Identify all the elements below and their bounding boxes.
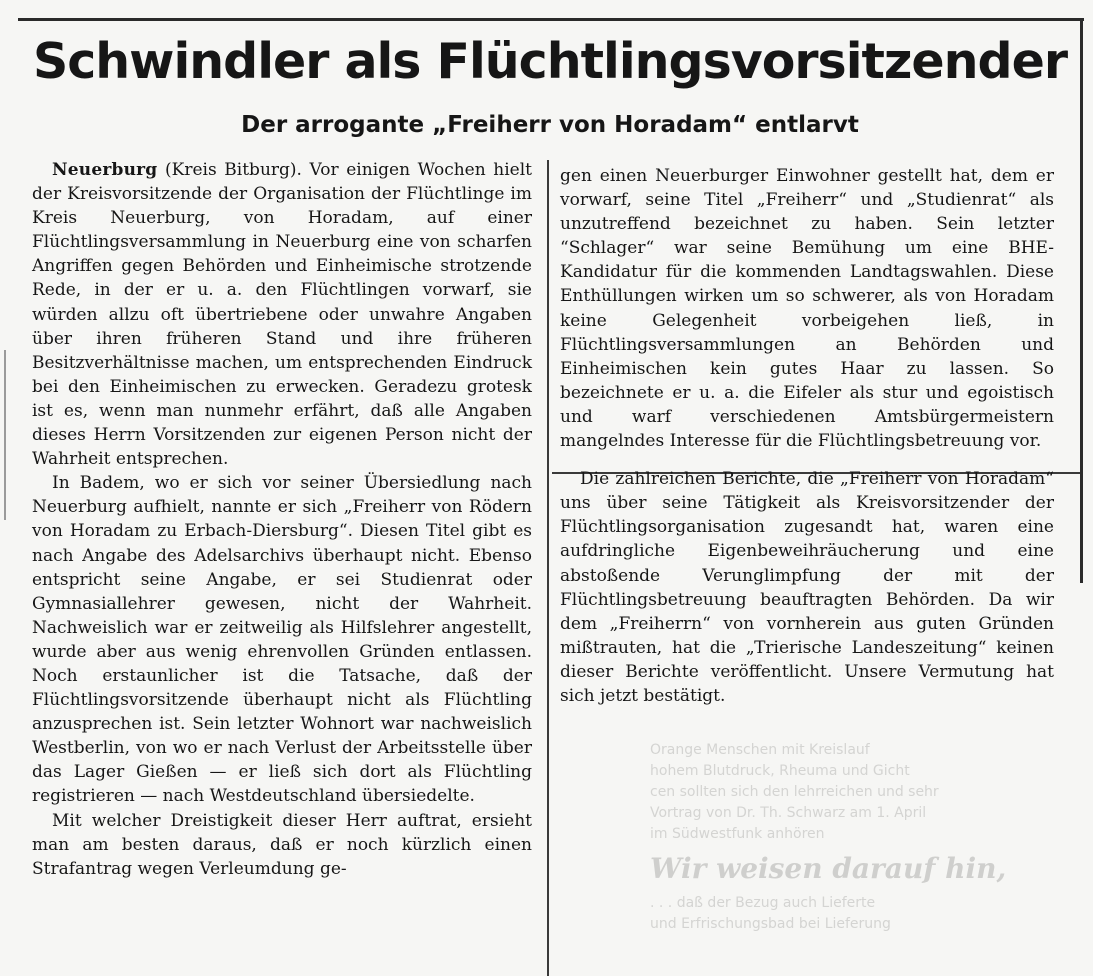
- paragraph-text: (Kreis Bitburg). Vor einigen Wochen hielt der Kreisvorsitzende der Organisation der Flüchtlinge im Kreis Neuerburg, von Horadam, auf einer Flüchtlingsversammlung in Neuerburg eine von scharfen Angriffen gegen Behörden und Einheimische strotzende Rede, in der er u. a. den Flüchtlingen vorwarf, sie würden allzu oft übertriebene oder unwahre Angaben über ihren früheren Stand und ihre früheren Besitzverhältnisse machen, um entsprechenden Eindruck bei den Einheimischen zu erwecken. Geradezu grotesk ist es, wenn man nunmehr erfährt, daß alle Angaben dieses Herrn Vorsitzenden zur eigenen Person nicht der Wahrheit entsprechen.: [32, 160, 532, 470]
- left-column: [32, 158, 532, 881]
- scan-edge-mark: [4, 350, 6, 520]
- bleed-line: im Südwestfunk anhören: [650, 826, 825, 842]
- right-column: [560, 164, 1054, 708]
- subheadline: Der arrogante „Freiherr von Horadam“ entlarvt: [241, 112, 859, 138]
- paragraph: In Badem, wo er sich vor seiner Übersiedlung nach Neuerburg aufhielt, nannte er sich „Freiherr von Rödern von Horadam zu Erbach-Diersburg“. Diesen Titel gibt es nach Angabe des Adelsarchivs überhaupt nicht. Ebenso entspricht seine Angabe, er sei Studienrat oder Gymnasiallehrer gewesen, nicht der Wahrheit. Nachweislich war er zeitweilig als Hilfslehrer angestellt, wurde aber aus wenig ehrenvollen Gründen entlassen. Noch erstaunlicher ist die Tatsache, daß der Flüchtlingsvorsitzende überhaupt nicht als Flüchtling anzusprechen ist. Sein letzter Wohnort war nachweislich Westberlin, von wo er nach Verlust der Arbeitsstelle über das Lager Gießen — er ließ sich dort als Flüchtling registrieren — nach Westdeutschland übersiedelte.: [32, 473, 532, 807]
- bleed-heading: Wir weisen darauf hin,: [650, 852, 1007, 885]
- right-border-line: [1080, 18, 1083, 583]
- bleed-line: hohem Blutdruck, Rheuma und Gicht: [650, 763, 910, 779]
- paragraph: Mit welcher Dreistigkeit dieser Herr auftrat, ersieht man am besten daraus, daß er noch kürzlich einen Strafantrag wegen Verleumdung ge-: [32, 810, 532, 879]
- paragraph: Die zahlreichen Berichte, die „Freiherr von Horadam“ uns über seine Tätigkeit als Kreisvorsitzender der Flüchtlingsorganisation zugesandt hat, waren eine aufdringliche Eigenbeweihräucherung und eine abstoßende Verunglimpfung der mit der Flüchtlingsbetreuung beauftragten Behörden. Da wir dem „Freiherrn“ von vornherein aus guten Gründen mißtrauten, hat die „Trierische Landeszeitung“ keinen dieser Berichte veröffentlicht. Unsere Vermutung hat sich jetzt bestätigt.: [560, 469, 1054, 706]
- dateline: Neuerburg: [52, 160, 158, 180]
- bleed-through-text: [650, 740, 1090, 935]
- bleed-line: Vortrag von Dr. Th. Schwarz am 1. April: [650, 805, 927, 821]
- paragraph: gen einen Neuerburger Einwohner gestellt hat, dem er vorwarf, seine Titel „Freiherr“ und „Studienrat“ als unzutreffend bezeichnet zu haben. Sein letzter “Schlager“ war seine Bemühung um eine BHE-Kandidatur für die kommenden Landtagswahlen. Diese Enthüllungen wirken um so schwerer, als von Horadam keine Gelegenheit vorbeigehen ließ, in Flüchtlingsversammlungen an Behörden und Einheimischen kein gutes Haar zu lassen. So bezeichnete er u. a. die Eifeler als stur und egoistisch und warf verschiedenen Amtsbürgermeistern mangelndes Interesse für die Flüchtlingsbetreuung vor.: [560, 166, 1054, 452]
- bleed-line: Orange Menschen mit Kreislauf: [650, 742, 870, 758]
- column-divider: [547, 160, 549, 976]
- headline: Schwindler als Flüchtlingsvorsitzender: [32, 33, 1068, 90]
- paragraph: [32, 158, 532, 471]
- bleed-line: cen sollten sich den lehrreichen und sehr: [650, 784, 939, 800]
- bleed-line: . . . daß der Bezug auch Lieferte: [650, 895, 876, 911]
- bleed-line: und Erfrischungsbad bei Lieferung: [650, 916, 891, 932]
- top-border-line: [18, 18, 1084, 21]
